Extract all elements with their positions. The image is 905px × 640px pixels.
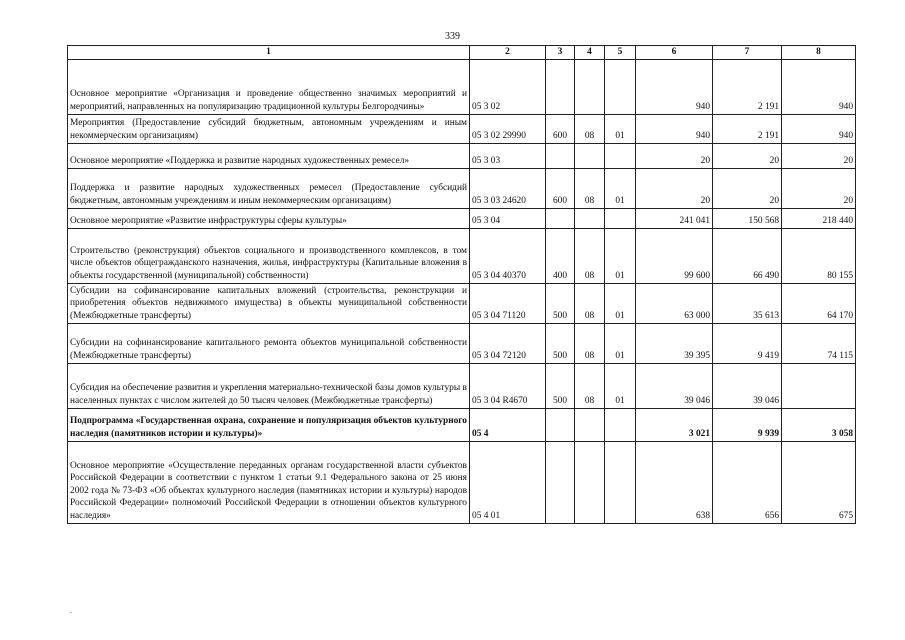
table-row <box>68 323 856 363</box>
column-header: 6 <box>636 46 713 60</box>
row-subsection <box>605 408 636 441</box>
column-header: 5 <box>605 46 636 60</box>
table-row <box>68 208 856 228</box>
table-row <box>68 408 856 441</box>
row-value-col7: 35 613 <box>713 283 782 323</box>
column-header: 1 <box>68 46 470 60</box>
row-expense-type: 400 <box>546 228 575 283</box>
row-expense-type: 500 <box>546 283 575 323</box>
header-row <box>68 46 856 60</box>
row-code: 05 3 04 72120 <box>470 323 546 363</box>
page-number: 339 <box>445 31 460 42</box>
table-row <box>68 441 856 523</box>
row-value-col8: 20 <box>782 143 856 168</box>
row-subsection: 01 <box>605 283 636 323</box>
row-name: Основное мероприятие «Осуществление переданных органам государственной власти субъектов Российской Федерации в соответствии с пунктом 1 статьи 9.1 Федерального закона от 25 июня 2002 года № 73-ФЗ «Об объектах культурного наследия (памятниках истории и культуры) народов Российской Федерации» полномочий Российской Федерации в отношении объектов культурного наследия» <box>68 441 470 523</box>
row-section <box>575 208 605 228</box>
row-value-col6: 39 395 <box>636 323 713 363</box>
table-body <box>68 59 856 523</box>
row-value-col7: 39 046 <box>713 363 782 408</box>
table-row <box>68 59 856 114</box>
row-name: Субсидии на софинансирование капитальных вложений (строительства, реконструкции и приобретения объектов недвижимого имущества) в объекты муниципальной собственности (Межбюджетные трансферты) <box>68 283 470 323</box>
row-expense-type <box>546 441 575 523</box>
row-value-col6: 3 021 <box>636 408 713 441</box>
row-value-col7: 150 568 <box>713 208 782 228</box>
row-value-col7: 9 419 <box>713 323 782 363</box>
row-value-col6: 99 600 <box>636 228 713 283</box>
row-value-col6: 20 <box>636 143 713 168</box>
row-name: Мероприятия (Предоставление субсидий бюджетным, автономным учреждениям и иным некоммерческим организациям) <box>68 114 470 143</box>
row-value-col6: 638 <box>636 441 713 523</box>
table-row <box>68 143 856 168</box>
row-value-col6: 241 041 <box>636 208 713 228</box>
table-row <box>68 114 856 143</box>
row-subsection: 01 <box>605 168 636 208</box>
row-subsection: 01 <box>605 114 636 143</box>
column-header: 7 <box>713 46 782 60</box>
row-section <box>575 59 605 114</box>
row-value-col8: 940 <box>782 59 856 114</box>
row-expense-type <box>546 59 575 114</box>
row-expense-type: 600 <box>546 168 575 208</box>
row-value-col6: 940 <box>636 114 713 143</box>
row-expense-type <box>546 208 575 228</box>
row-code: 05 3 04 71120 <box>470 283 546 323</box>
row-value-col6: 39 046 <box>636 363 713 408</box>
row-value-col8: 218 440 <box>782 208 856 228</box>
row-value-col7: 656 <box>713 441 782 523</box>
row-expense-type: 500 <box>546 323 575 363</box>
row-value-col8: 74 115 <box>782 323 856 363</box>
row-section: 08 <box>575 323 605 363</box>
table-row <box>68 283 856 323</box>
row-value-col8: 675 <box>782 441 856 523</box>
row-expense-type <box>546 408 575 441</box>
row-code: 05 3 03 <box>470 143 546 168</box>
row-value-col6: 63 000 <box>636 283 713 323</box>
row-section <box>575 143 605 168</box>
row-value-col6: 940 <box>636 59 713 114</box>
row-section: 08 <box>575 283 605 323</box>
row-expense-type: 600 <box>546 114 575 143</box>
row-section: 08 <box>575 168 605 208</box>
row-subsection <box>605 208 636 228</box>
row-subsection: 01 <box>605 363 636 408</box>
row-name: Основное мероприятие «Поддержка и развитие народных художественных ремесел» <box>68 143 470 168</box>
row-section <box>575 408 605 441</box>
row-section: 08 <box>575 363 605 408</box>
row-subsection <box>605 441 636 523</box>
row-expense-type <box>546 143 575 168</box>
row-subsection: 01 <box>605 323 636 363</box>
row-code: 05 4 <box>470 408 546 441</box>
row-value-col7: 20 <box>713 143 782 168</box>
table-row <box>68 363 856 408</box>
row-code: 05 3 04 <box>470 208 546 228</box>
row-value-col7: 20 <box>713 168 782 208</box>
budget-table <box>67 45 856 524</box>
table-row <box>68 228 856 283</box>
row-code: 05 3 03 24620 <box>470 168 546 208</box>
row-name: Подпрограмма «Государственная охрана, сохранение и популяризация объектов культурного наследия (памятников истории и культуры)» <box>68 408 470 441</box>
row-value-col8 <box>782 363 856 408</box>
table-row <box>68 168 856 208</box>
row-subsection <box>605 143 636 168</box>
row-value-col7: 2 191 <box>713 114 782 143</box>
row-code: 05 3 04 R4670 <box>470 363 546 408</box>
row-name: Поддержка и развитие народных художественных ремесел (Предоставление субсидий бюджетным, автономным учреждениям и иным некоммерческим организациям) <box>68 168 470 208</box>
row-subsection: 01 <box>605 228 636 283</box>
scan-mark <box>70 612 72 613</box>
row-value-col7: 2 191 <box>713 59 782 114</box>
row-section <box>575 441 605 523</box>
row-subsection <box>605 59 636 114</box>
row-code: 05 3 04 40370 <box>470 228 546 283</box>
row-name: Субсидия на обеспечение развития и укрепления материально-технической базы домов культуры в населенных пунктах с числом жителей до 50 тысяч человек (Межбюджетные трансферты) <box>68 363 470 408</box>
column-header: 8 <box>782 46 856 60</box>
row-expense-type: 500 <box>546 363 575 408</box>
row-value-col8: 3 058 <box>782 408 856 441</box>
column-header: 4 <box>575 46 605 60</box>
row-value-col8: 80 155 <box>782 228 856 283</box>
row-value-col6: 20 <box>636 168 713 208</box>
row-name: Основное мероприятие «Организация и проведение общественно значимых мероприятий и мероприятий, направленных на популяризацию традиционной культуры Белгородчины» <box>68 59 470 114</box>
row-section: 08 <box>575 114 605 143</box>
row-code: 05 3 02 29990 <box>470 114 546 143</box>
row-section: 08 <box>575 228 605 283</box>
row-value-col8: 64 170 <box>782 283 856 323</box>
row-name: Субсидии на софинансирование капитального ремонта объектов муниципальной собственности (Межбюджетные трансферты) <box>68 323 470 363</box>
row-name: Основное мероприятие «Развитие инфраструктуры сферы культуры» <box>68 208 470 228</box>
row-name: Строительство (реконструкция) объектов социального и производственного комплексов, в том числе объектов общегражданского назначения, жилья, инфраструктуры (Капитальные вложения в объекты государственной (муниципальной) собственности) <box>68 228 470 283</box>
row-code: 05 3 02 <box>470 59 546 114</box>
row-value-col8: 940 <box>782 114 856 143</box>
row-value-col7: 9 939 <box>713 408 782 441</box>
column-header: 2 <box>470 46 546 60</box>
row-value-col8: 20 <box>782 168 856 208</box>
column-header: 3 <box>546 46 575 60</box>
row-code: 05 4 01 <box>470 441 546 523</box>
row-value-col7: 66 490 <box>713 228 782 283</box>
